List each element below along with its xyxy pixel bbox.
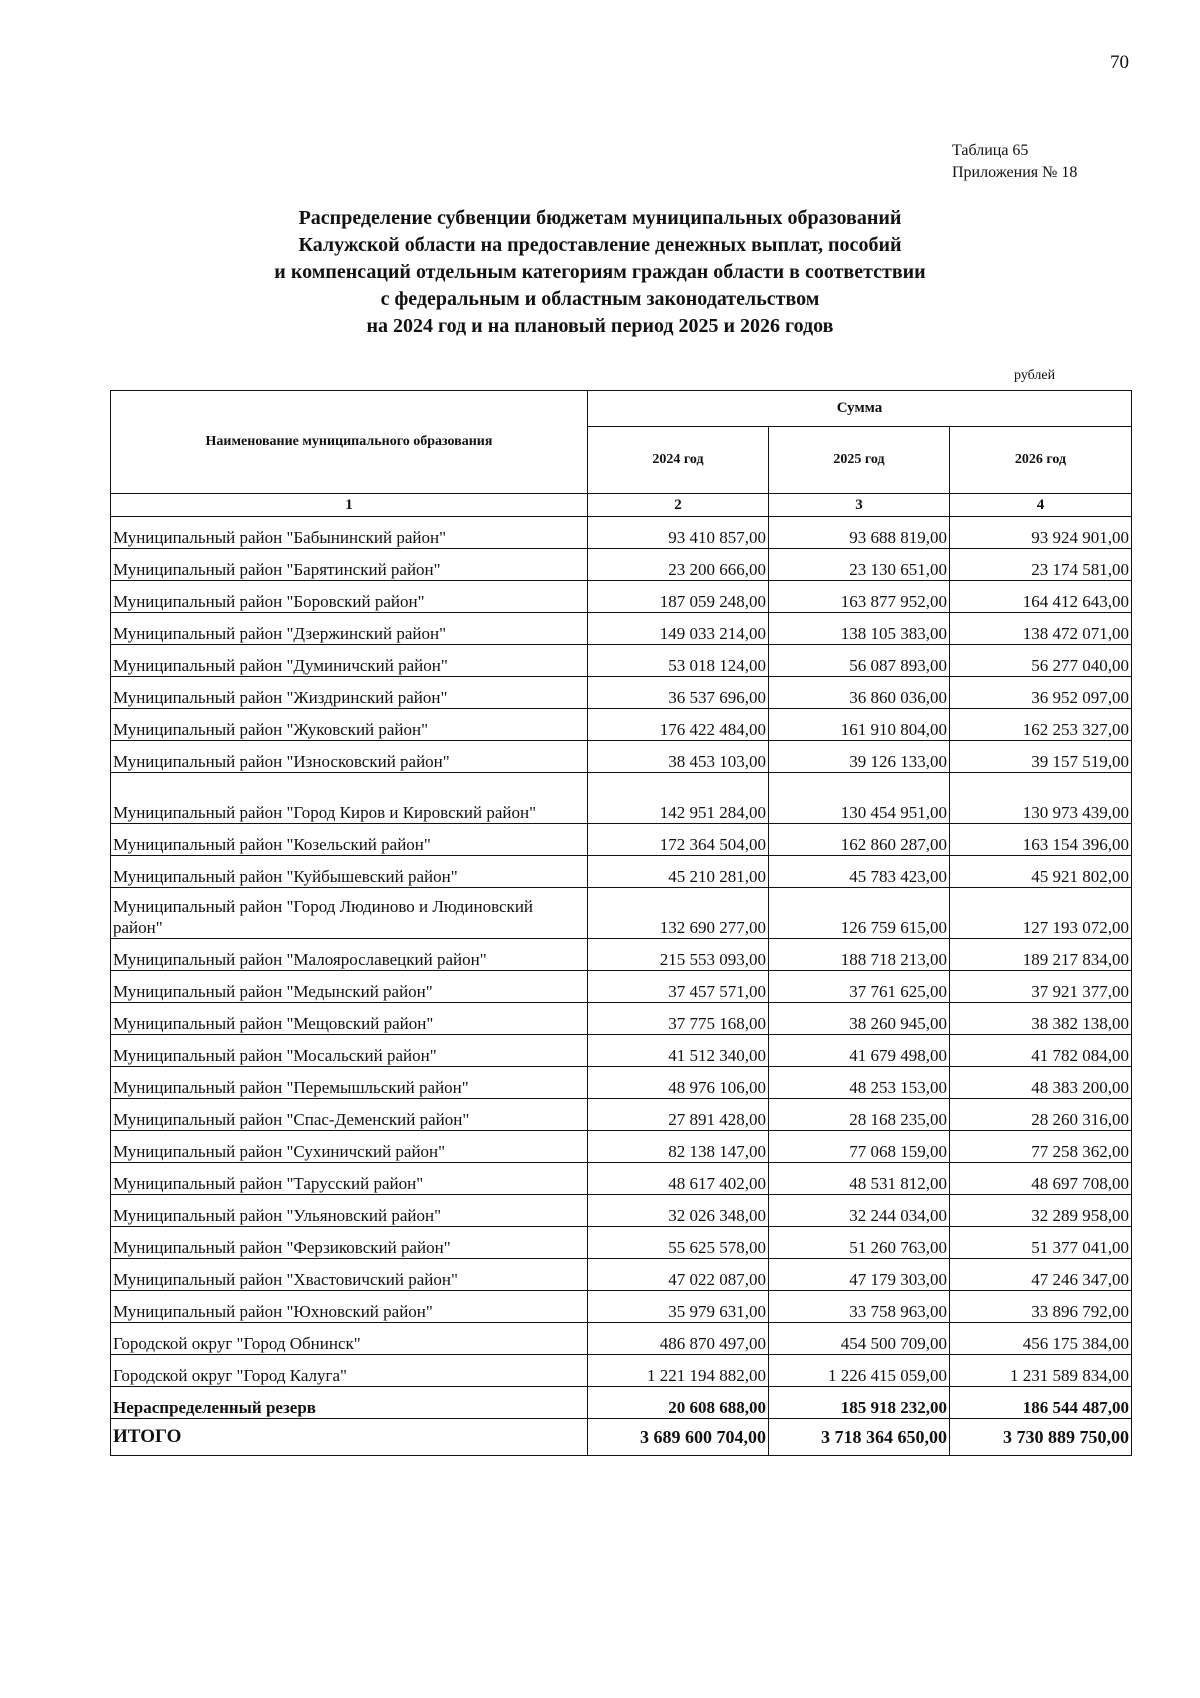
amount-2024: 55 625 578,00 bbox=[588, 1227, 769, 1259]
amount-2024: 1 221 194 882,00 bbox=[588, 1355, 769, 1387]
amount-2025: 48 531 812,00 bbox=[769, 1163, 950, 1195]
header-year-2025: 2025 год bbox=[769, 427, 950, 494]
document-title bbox=[100, 205, 1100, 340]
amount-2026: 456 175 384,00 bbox=[950, 1323, 1132, 1355]
amount-2026: 28 260 316,00 bbox=[950, 1099, 1132, 1131]
amount-2026: 1 231 589 834,00 bbox=[950, 1355, 1132, 1387]
table-row bbox=[111, 741, 1132, 773]
units-label: рублей bbox=[1014, 368, 1056, 383]
amount-2025: 48 253 153,00 bbox=[769, 1067, 950, 1099]
amount-2026: 77 258 362,00 bbox=[950, 1131, 1132, 1163]
table-row bbox=[111, 824, 1132, 856]
table-row bbox=[111, 677, 1132, 709]
amount-2026: 23 174 581,00 bbox=[950, 549, 1132, 581]
amount-2026: 39 157 519,00 bbox=[950, 741, 1132, 773]
amount-2024: 38 453 103,00 bbox=[588, 741, 769, 773]
title-line: с федеральным и областным законодательством bbox=[380, 288, 820, 310]
amount-2025: 77 068 159,00 bbox=[769, 1131, 950, 1163]
amount-2024: 35 979 631,00 bbox=[588, 1291, 769, 1323]
municipality-name: Муниципальный район "Мосальский район" bbox=[111, 1035, 588, 1067]
amount-2026: 93 924 901,00 bbox=[950, 517, 1132, 549]
amount-2025: 32 244 034,00 bbox=[769, 1195, 950, 1227]
amount-2025: 1 226 415 059,00 bbox=[769, 1355, 950, 1387]
title-line: Калужской области на предоставление денежных выплат, пособий bbox=[298, 234, 902, 256]
column-number: 2 bbox=[588, 494, 769, 517]
municipality-name: Городской округ "Город Калуга" bbox=[111, 1355, 588, 1387]
table-row bbox=[111, 1291, 1132, 1323]
amount-2026: 38 382 138,00 bbox=[950, 1003, 1132, 1035]
amount-2026: 47 246 347,00 bbox=[950, 1259, 1132, 1291]
amount-2025: 41 679 498,00 bbox=[769, 1035, 950, 1067]
amount-2026: 130 973 439,00 bbox=[950, 773, 1132, 824]
amount-2025: 23 130 651,00 bbox=[769, 549, 950, 581]
municipality-name: Муниципальный район "Дзержинский район" bbox=[111, 613, 588, 645]
municipality-name: Муниципальный район "Спас-Деменский район" bbox=[111, 1099, 588, 1131]
total-row bbox=[111, 1419, 1132, 1456]
amount-2024: 486 870 497,00 bbox=[588, 1323, 769, 1355]
amount-2025: 161 910 804,00 bbox=[769, 709, 950, 741]
amount-2024: 41 512 340,00 bbox=[588, 1035, 769, 1067]
table-row bbox=[111, 1035, 1132, 1067]
amount-2024: 37 775 168,00 bbox=[588, 1003, 769, 1035]
column-number: 1 bbox=[111, 494, 588, 517]
amount-2024: 36 537 696,00 bbox=[588, 677, 769, 709]
table-row bbox=[111, 1355, 1132, 1387]
table-row bbox=[111, 1323, 1132, 1355]
amount-2026: 162 253 327,00 bbox=[950, 709, 1132, 741]
municipality-name: Нераспределенный резерв bbox=[111, 1387, 588, 1419]
table-row bbox=[111, 971, 1132, 1003]
amount-2025: 188 718 213,00 bbox=[769, 939, 950, 971]
budget-table bbox=[110, 390, 1132, 1456]
amount-2026: 127 193 072,00 bbox=[950, 888, 1132, 939]
amount-2026: 138 472 071,00 bbox=[950, 613, 1132, 645]
amount-2026: 48 383 200,00 bbox=[950, 1067, 1132, 1099]
amount-2024: 142 951 284,00 bbox=[588, 773, 769, 824]
table-row bbox=[111, 1387, 1132, 1419]
amount-2024: 215 553 093,00 bbox=[588, 939, 769, 971]
amount-2024: 48 617 402,00 bbox=[588, 1163, 769, 1195]
amount-2024: 32 026 348,00 bbox=[588, 1195, 769, 1227]
amount-2024: 172 364 504,00 bbox=[588, 824, 769, 856]
amount-2024: 187 059 248,00 bbox=[588, 581, 769, 613]
municipality-name: Муниципальный район "Мещовский район" bbox=[111, 1003, 588, 1035]
table-reference bbox=[952, 140, 1077, 184]
total-2026: 3 730 889 750,00 bbox=[950, 1419, 1132, 1456]
table-row bbox=[111, 1099, 1132, 1131]
municipality-name: Муниципальный район "Медынский район" bbox=[111, 971, 588, 1003]
table-row bbox=[111, 1067, 1132, 1099]
amount-2024: 20 608 688,00 bbox=[588, 1387, 769, 1419]
table-row bbox=[111, 613, 1132, 645]
total-label: ИТОГО bbox=[111, 1419, 588, 1456]
amount-2025: 28 168 235,00 bbox=[769, 1099, 950, 1131]
header-name-column: Наименование муниципального образования bbox=[111, 391, 588, 494]
amount-2025: 162 860 287,00 bbox=[769, 824, 950, 856]
amount-2025: 126 759 615,00 bbox=[769, 888, 950, 939]
municipality-name: Муниципальный район "Думиничский район" bbox=[111, 645, 588, 677]
amount-2024: 176 422 484,00 bbox=[588, 709, 769, 741]
amount-2025: 39 126 133,00 bbox=[769, 741, 950, 773]
page-number: 70 bbox=[1110, 52, 1129, 73]
amount-2026: 37 921 377,00 bbox=[950, 971, 1132, 1003]
amount-2026: 164 412 643,00 bbox=[950, 581, 1132, 613]
municipality-name: Муниципальный район "Тарусский район" bbox=[111, 1163, 588, 1195]
amount-2025: 185 918 232,00 bbox=[769, 1387, 950, 1419]
table-row bbox=[111, 1163, 1132, 1195]
municipality-name: Муниципальный район "Износковский район" bbox=[111, 741, 588, 773]
amount-2024: 132 690 277,00 bbox=[588, 888, 769, 939]
table-row bbox=[111, 939, 1132, 971]
amount-2025: 38 260 945,00 bbox=[769, 1003, 950, 1035]
total-2024: 3 689 600 704,00 bbox=[588, 1419, 769, 1456]
table-row bbox=[111, 773, 1132, 824]
column-number: 3 bbox=[769, 494, 950, 517]
municipality-name: Муниципальный район "Сухиничский район" bbox=[111, 1131, 588, 1163]
title-line: на 2024 год и на плановый период 2025 и 2026 годов bbox=[366, 315, 834, 337]
municipality-name: Муниципальный район "Малоярославецкий район" bbox=[111, 939, 588, 971]
table-row bbox=[111, 581, 1132, 613]
amount-2025: 130 454 951,00 bbox=[769, 773, 950, 824]
municipality-name: Муниципальный район "Боровский район" bbox=[111, 581, 588, 613]
table-row bbox=[111, 888, 1132, 939]
municipality-name: Муниципальный район "Барятинский район" bbox=[111, 549, 588, 581]
amount-2025: 56 087 893,00 bbox=[769, 645, 950, 677]
table-row bbox=[111, 1003, 1132, 1035]
header-year-2026: 2026 год bbox=[950, 427, 1132, 494]
table-row bbox=[111, 856, 1132, 888]
table-row bbox=[111, 1131, 1132, 1163]
amount-2026: 36 952 097,00 bbox=[950, 677, 1132, 709]
total-2025: 3 718 364 650,00 bbox=[769, 1419, 950, 1456]
municipality-name: Муниципальный район "Бабынинский район" bbox=[111, 517, 588, 549]
municipality-name: Муниципальный район "Перемышльский район" bbox=[111, 1067, 588, 1099]
amount-2024: 48 976 106,00 bbox=[588, 1067, 769, 1099]
amount-2024: 93 410 857,00 bbox=[588, 517, 769, 549]
amount-2024: 149 033 214,00 bbox=[588, 613, 769, 645]
amount-2026: 45 921 802,00 bbox=[950, 856, 1132, 888]
amount-2025: 45 783 423,00 bbox=[769, 856, 950, 888]
table-row bbox=[111, 709, 1132, 741]
municipality-name: Муниципальный район "Ферзиковский район" bbox=[111, 1227, 588, 1259]
title-line: и компенсаций отдельным категориям граждан области в соответствии bbox=[274, 261, 926, 283]
amount-2026: 33 896 792,00 bbox=[950, 1291, 1132, 1323]
header-sum: Сумма bbox=[588, 391, 1132, 427]
municipality-name: Муниципальный район "Хвастовичский район" bbox=[111, 1259, 588, 1291]
amount-2026: 51 377 041,00 bbox=[950, 1227, 1132, 1259]
amount-2024: 47 022 087,00 bbox=[588, 1259, 769, 1291]
amount-2025: 47 179 303,00 bbox=[769, 1259, 950, 1291]
table-number: Таблица 65 bbox=[952, 142, 1029, 159]
amount-2024: 45 210 281,00 bbox=[588, 856, 769, 888]
amount-2025: 138 105 383,00 bbox=[769, 613, 950, 645]
amount-2026: 48 697 708,00 bbox=[950, 1163, 1132, 1195]
amount-2026: 32 289 958,00 bbox=[950, 1195, 1132, 1227]
municipality-name: Муниципальный район "Юхновский район" bbox=[111, 1291, 588, 1323]
appendix-number: Приложения № 18 bbox=[952, 164, 1078, 181]
amount-2024: 23 200 666,00 bbox=[588, 549, 769, 581]
amount-2024: 37 457 571,00 bbox=[588, 971, 769, 1003]
amount-2026: 186 544 487,00 bbox=[950, 1387, 1132, 1419]
amount-2025: 51 260 763,00 bbox=[769, 1227, 950, 1259]
table-row bbox=[111, 1259, 1132, 1291]
municipality-name: Муниципальный район "Куйбышевский район" bbox=[111, 856, 588, 888]
municipality-name: Муниципальный район "Козельский район" bbox=[111, 824, 588, 856]
table-row bbox=[111, 1227, 1132, 1259]
amount-2024: 27 891 428,00 bbox=[588, 1099, 769, 1131]
municipality-name: Муниципальный район "Город Киров и Кировский район" bbox=[111, 773, 588, 824]
header-year-2024: 2024 год bbox=[588, 427, 769, 494]
amount-2025: 454 500 709,00 bbox=[769, 1323, 950, 1355]
amount-2024: 53 018 124,00 bbox=[588, 645, 769, 677]
amount-2026: 56 277 040,00 bbox=[950, 645, 1132, 677]
amount-2025: 36 860 036,00 bbox=[769, 677, 950, 709]
municipality-name: Муниципальный район "Ульяновский район" bbox=[111, 1195, 588, 1227]
amount-2026: 189 217 834,00 bbox=[950, 939, 1132, 971]
amount-2025: 163 877 952,00 bbox=[769, 581, 950, 613]
amount-2025: 33 758 963,00 bbox=[769, 1291, 950, 1323]
municipality-name: Муниципальный район "Город Людиново и Людиновский район" bbox=[111, 888, 588, 939]
amount-2025: 93 688 819,00 bbox=[769, 517, 950, 549]
table-row bbox=[111, 645, 1132, 677]
column-number: 4 bbox=[950, 494, 1132, 517]
amount-2024: 82 138 147,00 bbox=[588, 1131, 769, 1163]
column-numbers-row bbox=[111, 494, 1132, 517]
title-line: Распределение субвенции бюджетам муниципальных образований bbox=[298, 207, 902, 229]
municipality-name: Муниципальный район "Жиздринский район" bbox=[111, 677, 588, 709]
table-row bbox=[111, 549, 1132, 581]
amount-2025: 37 761 625,00 bbox=[769, 971, 950, 1003]
amount-2026: 163 154 396,00 bbox=[950, 824, 1132, 856]
municipality-name: Городской округ "Город Обнинск" bbox=[111, 1323, 588, 1355]
table-row bbox=[111, 1195, 1132, 1227]
municipality-name: Муниципальный район "Жуковский район" bbox=[111, 709, 588, 741]
table-row bbox=[111, 517, 1132, 549]
amount-2026: 41 782 084,00 bbox=[950, 1035, 1132, 1067]
